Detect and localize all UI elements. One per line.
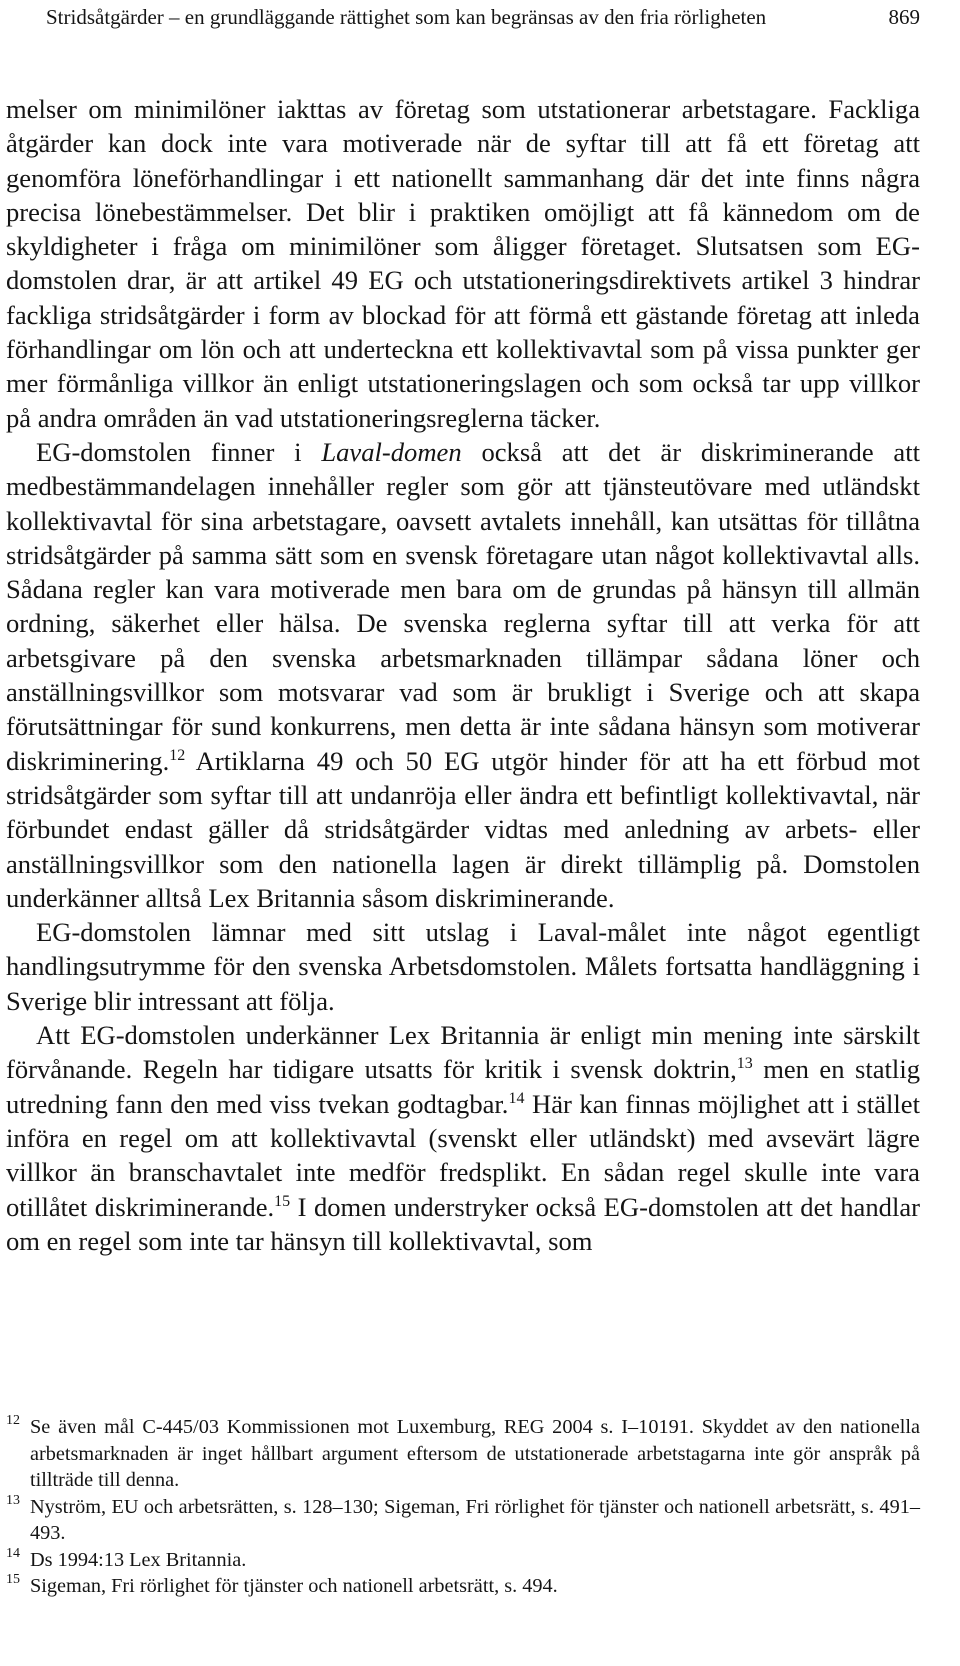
paragraph-2 <box>6 435 920 915</box>
paragraph-4-text-c: Här kan finnas möjlighet att i stället införa en regel om att kollektivavtal (svenskt eller utländskt) med avsevärt lägre villkor än branschavtalet inte medför fredsplikt. En sådan regel skulle inte vara otillåtet diskriminerande. <box>6 1088 920 1222</box>
footnote-text: Ds 1994:13 Lex Britannia. <box>30 1548 247 1571</box>
footnote-text: Se även mål C-445/03 Kommissionen mot Luxemburg, REG 2004 s. I–10191. Skyddet av den nationella arbetsmarknaden är inget hållbart argument eftersom de utstationerade arbetstagarna inte gör anspråk på tillträde till denna. <box>30 1416 920 1491</box>
paragraph-4-text-d: I domen understryker också EG-domstolen att det handlar om en regel som inte tar hänsyn till kollektivavtal, som <box>6 1191 921 1256</box>
running-header-title: Stridsåtgärder – en grundläggande rättighet som kan begränsas av den fria rörligheten <box>46 5 767 29</box>
footnote-ref-14: 14 <box>508 1089 525 1107</box>
paragraph-4 <box>6 1018 920 1258</box>
footnote-number: 14 <box>6 1545 20 1561</box>
footnote-number: 12 <box>6 1413 20 1428</box>
paragraph-4-text-a: Att EG-domstolen underkänner Lex Britannia är enligt min mening inte särskilt förvånande. Regeln har tidigare utsatts för kritik i svensk doktrin, <box>6 1020 920 1085</box>
body-text <box>6 92 920 1258</box>
footnotes <box>6 1414 920 1600</box>
footnote-number: 15 <box>6 1572 20 1587</box>
paragraph-2-text-b: också att det är diskriminerande att medbestämmandelagen innehåller regler som gör att tjänsteutövare med utländskt kollektivavtal för sina arbetstagare, oavsett avtalets innehåll, kan utsättas för tillåtna stridsåtgärder på samma sätt som en svensk företagare utan något kollektivavtal alls. Sådana regler kan vara motiverade men bara om de grundas på hänsyn till allmän ordning, säkerhet eller hälsa. De svenska reglerna syftar till att verka för att arbetsgivare på den svenska arbetsmarknaden tillämpar sådana löner och anställningsvillkor som motsvarar vad som är brukligt i Sverige och att skapa förutsättningar för sund konkurrens, men detta är inte sådana hänsyn som motiverar diskriminering. <box>6 436 920 776</box>
footnote-ref-15: 15 <box>274 1192 291 1210</box>
footnote-text: Nyström, EU och arbetsrätten, s. 128–130; Sigeman, Fri rörlighet för tjänster och nationell arbetsrätt, s. 491–493. <box>30 1495 920 1544</box>
footnote <box>6 1573 920 1600</box>
paragraph-2-text-a: EG-domstolen finner i <box>36 436 322 467</box>
footnote <box>6 1494 920 1547</box>
laval-domen-italic: Laval-domen <box>321 436 462 467</box>
paragraph-2-text-c: Artiklarna 49 och 50 EG utgör hinder för att ha ett förbud mot stridsåtgärder som syftar till att undanröja eller ändra ett befintligt kollektivavtal, när förbundet endast gäller då stridsåtgärder vidtas med anledning av arbets- eller anställningsvillkor som den nationella lagen är direkt tillämplig på. Domstolen underkänner alltså Lex Britannia såsom diskriminerande. <box>6 745 920 913</box>
footnote <box>6 1547 920 1574</box>
footnote-number: 13 <box>6 1492 20 1508</box>
paragraph-4-text-b: men en statlig utredning fann den med viss tvekan godtagbar. <box>6 1054 920 1119</box>
footnote <box>6 1414 920 1494</box>
paragraph-3: EG-domstolen lämnar med sitt utslag i Laval-målet inte något egentligt handlingsutrymme för den svenska Arbetsdomstolen. Målets fortsatta handläggning i Sverige blir intressant att följa. <box>6 917 920 1016</box>
paragraph-1: melser om minimilöner iakttas av företag som utstationerar arbetstagare. Fackliga åtgärder kan dock inte vara motiverade när de syftar till att få ett företag att genomföra löneförhandlingar i ett nationellt sammanhang där det inte finns några precisa lönebestämmelser. Det blir i praktiken omöjligt att få kännedom om de skyldigheter i fråga om minimilöner som åligger företaget. Slutsatsen som EG-domstolen drar, är att artikel 49 EG och utstationeringsdirektivets artikel 3 hindrar fackliga stridsåtgärder i form av blockad för att förmå ett gästande företag att inleda förhandlingar om lön och att underteckna ett kollektivavtal som på vissa punkter ger mer förmånliga villkor än enligt utstationeringslagen och som också tar upp villkor på andra områden än vad utstationeringsreglerna täcker. <box>6 94 920 433</box>
footnote-text: Sigeman, Fri rörlighet för tjänster och nationell arbetsrätt, s. 494. <box>30 1575 558 1597</box>
footnote-ref-13: 13 <box>736 1055 753 1073</box>
footnote-ref-12: 12 <box>169 746 186 764</box>
running-header <box>46 3 920 31</box>
page-number: 869 <box>888 5 920 29</box>
